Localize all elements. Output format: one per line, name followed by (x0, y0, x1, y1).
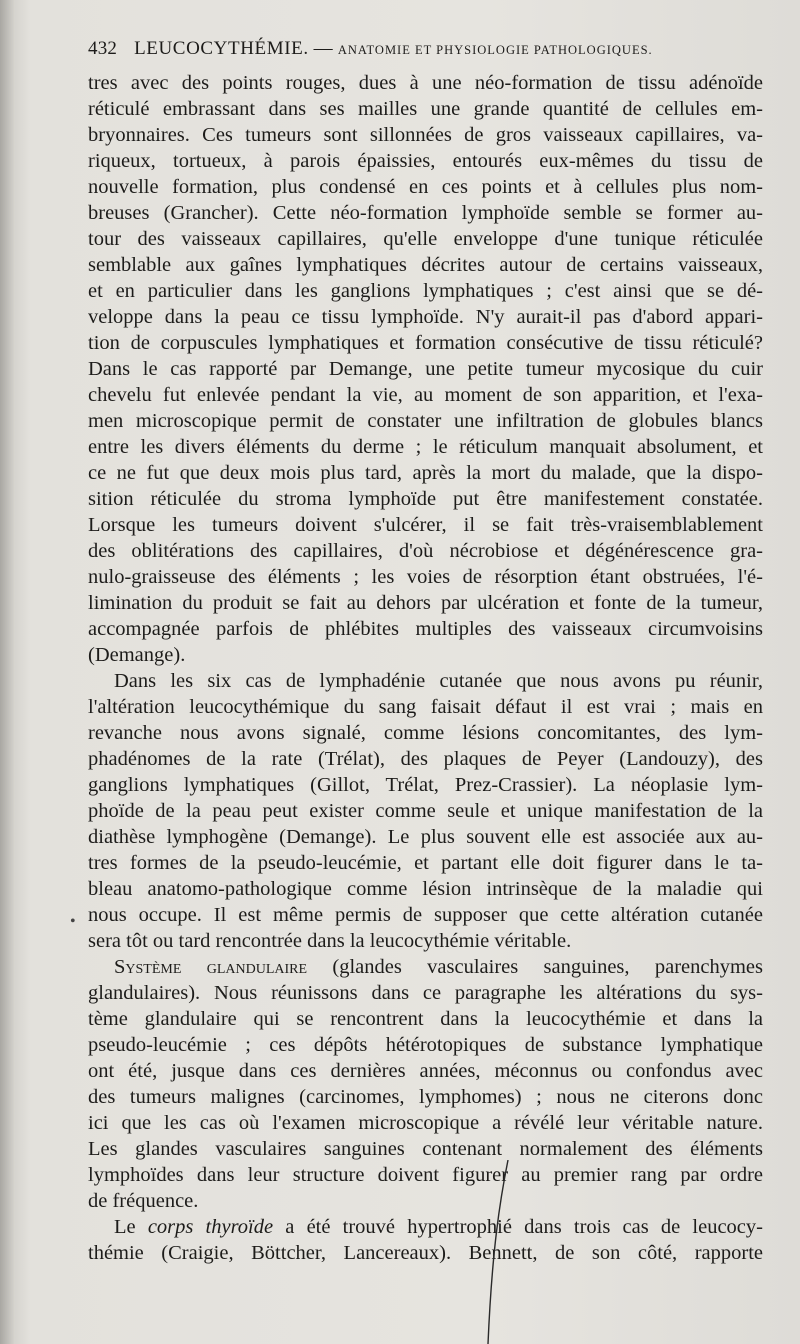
text-line: sition réticulée du stroma lymphoïde put être manifestement constatée. (88, 488, 763, 510)
text-line-with-italic (88, 1214, 763, 1240)
text-line: des tumeurs malignes (carcinomes, lymphomes) ; nous ne citerons donc (88, 1086, 763, 1108)
text-line: des oblitérations des capillaires, d'où nécrobiose et dégénérescence gra- (88, 540, 763, 562)
text-line: Dans les six cas de lymphadénie cutanée que nous avons pu réunir, (114, 670, 763, 692)
text-line: a été trouvé hypertrophié dans trois cas de leucocy- (285, 1216, 763, 1238)
text-line: bleau anatomo-pathologique comme lésion intrinsèque de la maladie qui (88, 878, 763, 900)
text-line: pseudo-leucémie ; ces dépôts hétérotopiques de substance lymphatique (88, 1034, 763, 1056)
text-line: entre les divers éléments du derme ; le réticulum manquait absolument, et (88, 436, 763, 458)
text-line: nouvelle formation, plus condensé en ces points et à cellules plus nom- (88, 176, 763, 198)
text-line: réticulé embrassant dans ses mailles une grande quantité de cellules em- (88, 98, 763, 120)
text-line: (glandes vasculaires sanguines, parenchymes (332, 956, 763, 978)
text-line: Lorsque les tumeurs doivent s'ulcérer, il se fait très-vraisemblablement (88, 514, 763, 536)
text-line: lymphoïdes dans leur structure doivent figurer au premier rang par ordre (88, 1164, 763, 1186)
text-line: veloppe dans la peau ce tissu lymphoïde. N'y aurait-il pas d'abord appari- (88, 306, 763, 328)
text-line: glandulaires). Nous réunissons dans ce paragraphe les altérations du sys- (88, 982, 763, 1004)
text-line: Dans le cas rapporté par Demange, une petite tumeur mycosique du cuir (88, 358, 763, 380)
text-line: accompagnée parfois de phlébites multiples des vaisseaux circumvoisins (88, 618, 763, 640)
text-line: riqueux, tortueux, à parois épaissies, entourés eux-mêmes du tissu de (88, 150, 763, 172)
text-line: tion de corpuscules lymphatiques et formation consécutive de tissu réticulé? (88, 332, 763, 354)
text-line: diathèse lymphogène (Demange). Le plus souvent elle est associée aux au- (88, 826, 763, 848)
running-title: LEUCOCYTHÉMIE. (134, 38, 309, 59)
pen-stroke-mark (480, 1160, 510, 1344)
scan-edge-shadow (0, 0, 14, 1344)
text-line: limination du produit se fait au dehors par ulcération et fonte de la tumeur, (88, 592, 763, 614)
text-line: sera tôt ou tard rencontrée dans la leucocythémie véritable. (88, 930, 572, 952)
text-line: tres avec des points rouges, dues à une néo-formation de tissu adénoïde (88, 72, 763, 94)
text-line: (Demange). (88, 644, 186, 666)
text-line: men microscopique permit de constater une infiltration de globules blancs (88, 410, 763, 432)
text-line: bryonnaires. Ces tumeurs sont sillonnées de gros vaisseaux capillaires, va- (88, 124, 763, 146)
text-line: phadénomes de la rate (Trélat), des plaques de Peyer (Landouzy), des (88, 748, 763, 770)
header-dash: — (313, 38, 333, 59)
section-title: ANATOMIE ET PHYSIOLOGIE PATHOLOGIQUES. (337, 43, 653, 57)
body-text (88, 70, 763, 1266)
text-line: ont été, jusque dans ces dernières années, méconnus ou confondus avec (88, 1060, 763, 1082)
text-line: ce ne fut que deux mois plus tard, après la mort du malade, que la dispo- (88, 462, 763, 484)
page-number: 432 (88, 38, 118, 59)
italic-term: corps thyroïde (147, 1216, 274, 1238)
text-line: thémie (Craigie, Böttcher, Lancereaux). Bennett, de son côté, rapporte (88, 1242, 763, 1264)
section-heading: Système glandulaire (114, 956, 308, 978)
text-line: ici que les cas où l'examen microscopique a révélé leur véritable nature. (88, 1112, 763, 1134)
text-line: tème glandulaire qui se rencontrent dans la leucocythémie et dans la (88, 1008, 763, 1030)
text-line: Les glandes vasculaires sanguines contenant normalement des éléments (88, 1138, 763, 1160)
text-line: phoïde de la peau peut exister comme seule et unique manifestation de la (88, 800, 763, 822)
text-line: breuses (Grancher). Cette néo-formation lymphoïde semble se former au- (88, 202, 763, 224)
text-line-with-heading (88, 954, 763, 980)
margin-mark: • (70, 913, 76, 930)
running-header (88, 38, 788, 64)
line-lead-word: Le (114, 1216, 136, 1238)
text-line: semblable aux gaînes lymphatiques décrites autour de certains vaisseaux, (88, 254, 763, 276)
text-line: de fréquence. (88, 1190, 199, 1212)
text-line: ganglions lymphatiques (Gillot, Trélat, Prez-Crassier). La néoplasie lym- (88, 774, 763, 796)
text-line: nous occupe. Il est même permis de supposer que cette altération cutanée (88, 904, 763, 926)
text-line: nulo-graisseuse des éléments ; les voies de résorption étant obstruées, l'é- (88, 566, 763, 588)
text-line: et en particulier dans les ganglions lymphatiques ; c'est ainsi que se dé- (88, 280, 763, 302)
text-line: chevelu fut enlevée pendant la vie, au moment de son apparition, et l'exa- (88, 384, 763, 406)
text-line: l'altération leucocythémique du sang faisait défaut il est vrai ; mais en (88, 696, 763, 718)
text-line: tour des vaisseaux capillaires, qu'elle enveloppe d'une tunique réticulée (88, 228, 763, 250)
text-line: tres formes de la pseudo-leucémie, et partant elle doit figurer dans le ta- (88, 852, 763, 874)
text-line: revanche nous avons signalé, comme lésions concomitantes, des lym- (88, 722, 763, 744)
